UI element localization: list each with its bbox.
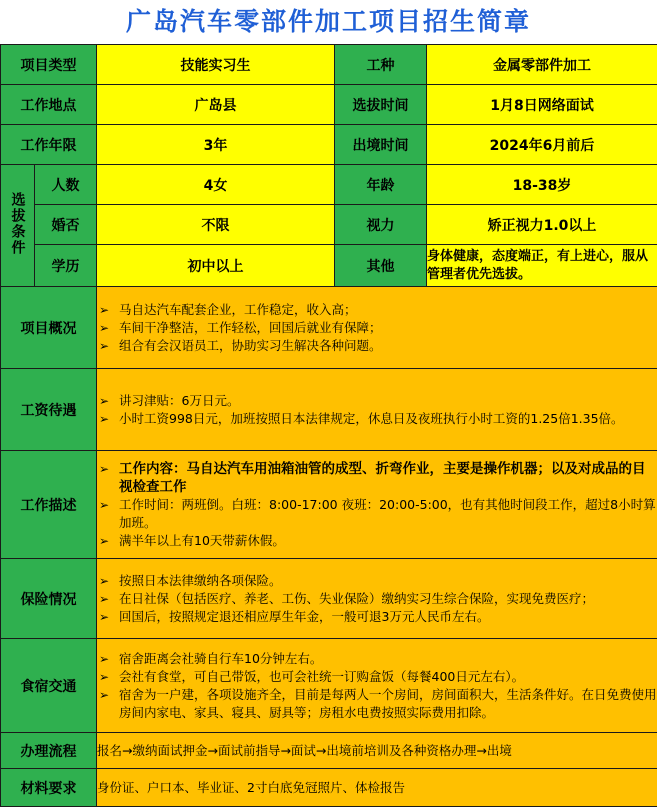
label-process: 办理流程 <box>1 733 97 769</box>
label-salary: 工资待遇 <box>1 369 97 451</box>
label-overview: 项目概况 <box>1 287 97 369</box>
content-salary <box>97 369 657 451</box>
list-item: ➢ 满半年以上有10天带薪休假。 <box>97 532 657 550</box>
section-work <box>1 451 657 559</box>
section-process <box>1 733 657 769</box>
list-item: ➢ 组合有会汉语员工，协助实习生解决各种问题。 <box>97 337 657 355</box>
row-work-years <box>1 125 657 165</box>
section-overview <box>1 287 657 369</box>
list-item: ➢ 会社有食堂，可自己带饭，也可会社统一订购盒饭（每餐400日元左右）。 <box>97 668 657 686</box>
content-materials: 身份证、户口本、毕业证、2寸白底免冠照片、体检报告 <box>97 769 657 807</box>
selection-criteria-label: 选拔条件 <box>1 165 35 287</box>
label-vision: 视力 <box>335 205 427 245</box>
list-item: ➢ 车间干净整洁，工作轻松，回国后就业有保障； <box>97 319 657 337</box>
value-work-location: 广岛县 <box>97 85 335 125</box>
label-age: 年龄 <box>335 165 427 205</box>
label-work: 工作描述 <box>1 451 97 559</box>
section-insurance <box>1 559 657 639</box>
label-other: 其他 <box>335 245 427 287</box>
row-headcount <box>1 165 657 205</box>
content-process: 报名→缴纳面试押金→面试前指导→面试→出境前培训及各种资格办理→出境 <box>97 733 657 769</box>
value-departure-time: 2024年6月前后 <box>427 125 657 165</box>
label-job-type: 工种 <box>335 45 427 85</box>
section-materials <box>1 769 657 807</box>
label-marital: 婚否 <box>35 205 97 245</box>
list-item: ➢ 马自达汽车配套企业，工作稳定，收入高； <box>97 301 657 319</box>
value-age: 18-38岁 <box>427 165 657 205</box>
value-vision: 矫正视力1.0以上 <box>427 205 657 245</box>
page-title: 广岛汽车零部件加工项目招生简章 <box>0 0 657 44</box>
section-salary <box>1 369 657 451</box>
content-insurance <box>97 559 657 639</box>
content-work <box>97 451 657 559</box>
value-other: 身体健康，态度端正，有上进心，服从管理者优先选拔。 <box>427 245 657 287</box>
label-work-location: 工作地点 <box>1 85 97 125</box>
row-education <box>1 245 657 287</box>
label-headcount: 人数 <box>35 165 97 205</box>
list-item: ➢ 工作内容：马自达汽车用油箱油管的成型、折弯作业，主要是操作机器；以及对成品的目视检查工作 <box>97 460 657 496</box>
label-departure-time: 出境时间 <box>335 125 427 165</box>
section-lodging <box>1 639 657 733</box>
label-lodging: 食宿交通 <box>1 639 97 733</box>
label-selection-time: 选拔时间 <box>335 85 427 125</box>
content-overview <box>97 287 657 369</box>
list-item: ➢ 宿舍为一户建，各项设施齐全，目前是每两人一个房间，房间面积大，生活条件好。在日免费使用房间内家电、家具、寝具、厨具等；房租水电费按照实际费用扣除。 <box>97 686 657 722</box>
list-item: ➢ 小时工资998日元，加班按照日本法律规定，休息日及夜班执行小时工资的1.25倍1.35倍。 <box>97 410 657 428</box>
value-job-type: 金属零部件加工 <box>427 45 657 85</box>
row-work-location <box>1 85 657 125</box>
list-item: ➢ 工作时间：两班倒。白班：8:00-17:00 夜班：20:00-5:00，也有其他时间段工作，超过8小时算加班。 <box>97 496 657 532</box>
row-project-type <box>1 45 657 85</box>
value-project-type: 技能实习生 <box>97 45 335 85</box>
value-education: 初中以上 <box>97 245 335 287</box>
value-selection-time: 1月8日网络面试 <box>427 85 657 125</box>
value-headcount: 4女 <box>97 165 335 205</box>
list-item: ➢ 按照日本法律缴纳各项保险。 <box>97 572 657 590</box>
value-marital: 不限 <box>97 205 335 245</box>
content-lodging <box>97 639 657 733</box>
label-project-type: 项目类型 <box>1 45 97 85</box>
label-education: 学历 <box>35 245 97 287</box>
list-item: ➢ 宿舍距离会社骑自行车10分钟左右。 <box>97 650 657 668</box>
value-work-years: 3年 <box>97 125 335 165</box>
list-item: ➢ 回国后，按照规定退还相应厚生年金，一般可退3万元人民币左右。 <box>97 608 657 626</box>
list-item: ➢ 在日社保（包括医疗、养老、工伤、失业保险）缴纳实习生综合保险，实现免费医疗； <box>97 590 657 608</box>
row-marital <box>1 205 657 245</box>
label-materials: 材料要求 <box>1 769 97 807</box>
info-table <box>0 44 657 807</box>
list-item: ➢ 讲习津贴：6万日元。 <box>97 392 657 410</box>
label-work-years: 工作年限 <box>1 125 97 165</box>
label-insurance: 保险情况 <box>1 559 97 639</box>
